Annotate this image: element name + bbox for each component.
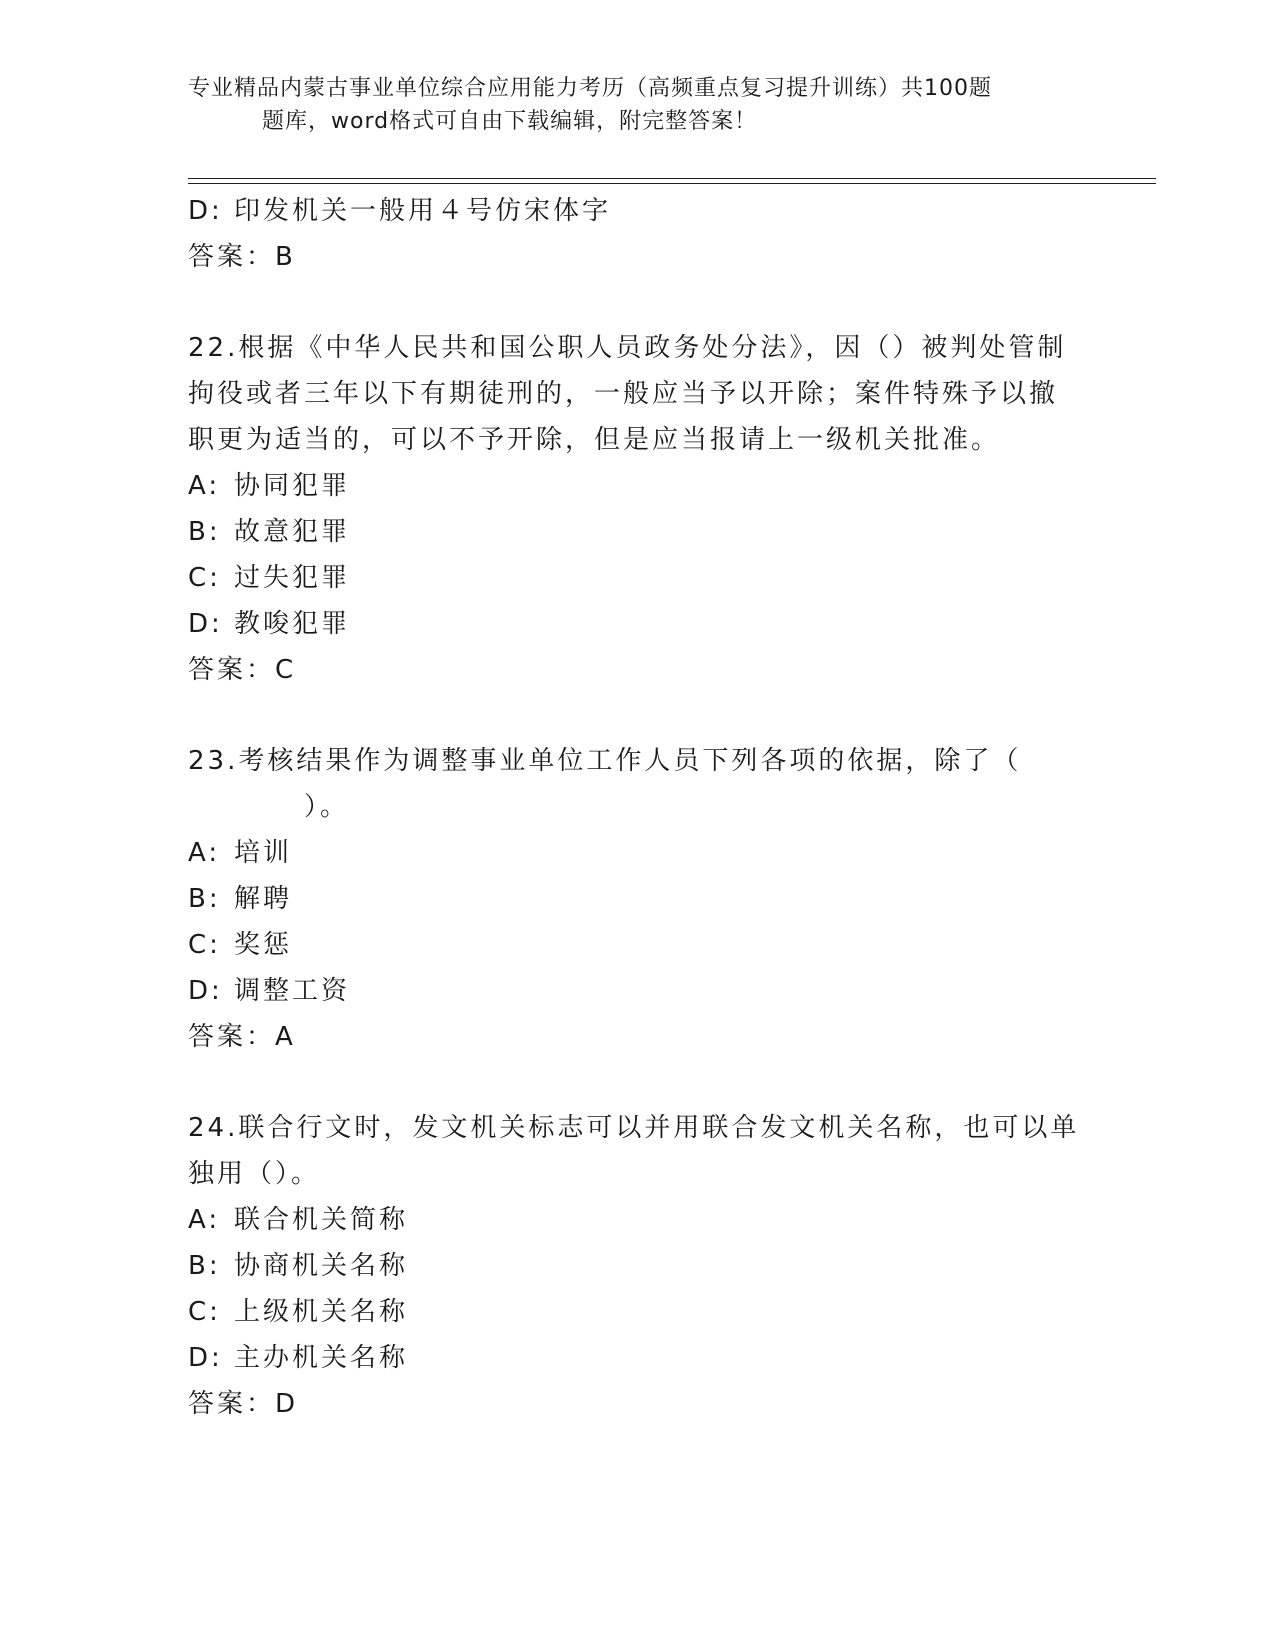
option-letter: A: (188, 1205, 221, 1235)
option-letter: D: (188, 1343, 223, 1373)
question-stem-line: 23.考核结果作为调整事业单位工作人员下列各项的依据，除了（ (188, 746, 1022, 776)
question-stem-line: 拘役或者三年以下有期徒刑的，一般应当予以开除；案件特殊予以撤 (188, 379, 1059, 409)
option-c (188, 555, 1078, 601)
option-letter: B: (188, 1251, 221, 1281)
option-text: 主办机关名称 (234, 1343, 409, 1373)
option-c (188, 1289, 1078, 1335)
option-text: 奖惩 (234, 930, 293, 960)
option-letter: B: (188, 884, 221, 914)
option-text: 上级机关名称 (234, 1297, 409, 1327)
option-d (188, 968, 1078, 1014)
option-c (188, 922, 1078, 968)
document-header (188, 72, 1068, 138)
answer-line: 答案：B (188, 242, 296, 272)
option-a (188, 1197, 1078, 1243)
option-text: 解聘 (234, 884, 293, 914)
option-text: 教唆犯罪 (234, 609, 351, 639)
option-letter: A: (188, 471, 221, 501)
header-title-line1: 专业精品内蒙古事业单位综合应用能力考历（高频重点复习提升训练）共100题 (188, 76, 992, 101)
option-b (188, 876, 1078, 922)
question-content (188, 188, 1078, 1427)
option-letter: B: (188, 517, 221, 547)
header-divider-bottom (188, 183, 1156, 184)
option-letter: D: (188, 196, 223, 226)
option-text: 调整工资 (234, 976, 351, 1006)
option-d (188, 1335, 1078, 1381)
answer-line: 答案：A (188, 1022, 296, 1052)
answer-line: 答案：D (188, 1389, 299, 1419)
option-text: 过失犯罪 (234, 563, 351, 593)
option-letter: D: (188, 976, 223, 1006)
option-text: 培训 (234, 838, 293, 868)
option-letter: D: (188, 609, 223, 639)
option-text: 协同犯罪 (234, 471, 351, 501)
option-d (188, 188, 1078, 234)
option-b (188, 509, 1078, 555)
option-d (188, 601, 1078, 647)
header-title-line2: 题库，word格式可自由下载编辑，附完整答案！ (262, 109, 758, 134)
option-a (188, 830, 1078, 876)
question-23 (188, 738, 1078, 1060)
option-letter: C: (188, 1297, 221, 1327)
option-text: 印发机关一般用４号仿宋体字 (234, 196, 612, 226)
spacer (188, 280, 1078, 325)
question-stem-line: 22.根据《中华人民共和国公职人员政务处分法》，因（）被判处管制 (188, 333, 1067, 363)
question-stem-line: 24.联合行文时，发文机关标志可以并用联合发文机关名称，也可以单 (188, 1113, 1080, 1143)
option-text: 故意犯罪 (234, 517, 351, 547)
question-stem-line: ）。 (188, 792, 350, 822)
question-stem-line: 职更为适当的，可以不予开除，但是应当报请上一级机关批准。 (188, 425, 1001, 455)
question-22 (188, 325, 1078, 693)
question-stem-line: 独用（）。 (188, 1159, 321, 1189)
option-a (188, 463, 1078, 509)
option-text: 协商机关名称 (234, 1251, 409, 1281)
spacer (188, 1060, 1078, 1105)
answer-line: 答案：C (188, 655, 297, 685)
option-letter: C: (188, 563, 221, 593)
question-24 (188, 1105, 1078, 1427)
option-text: 联合机关简称 (234, 1205, 409, 1235)
header-divider-top (188, 178, 1156, 179)
option-b (188, 1243, 1078, 1289)
spacer (188, 693, 1078, 738)
option-letter: A: (188, 838, 221, 868)
option-letter: C: (188, 930, 221, 960)
